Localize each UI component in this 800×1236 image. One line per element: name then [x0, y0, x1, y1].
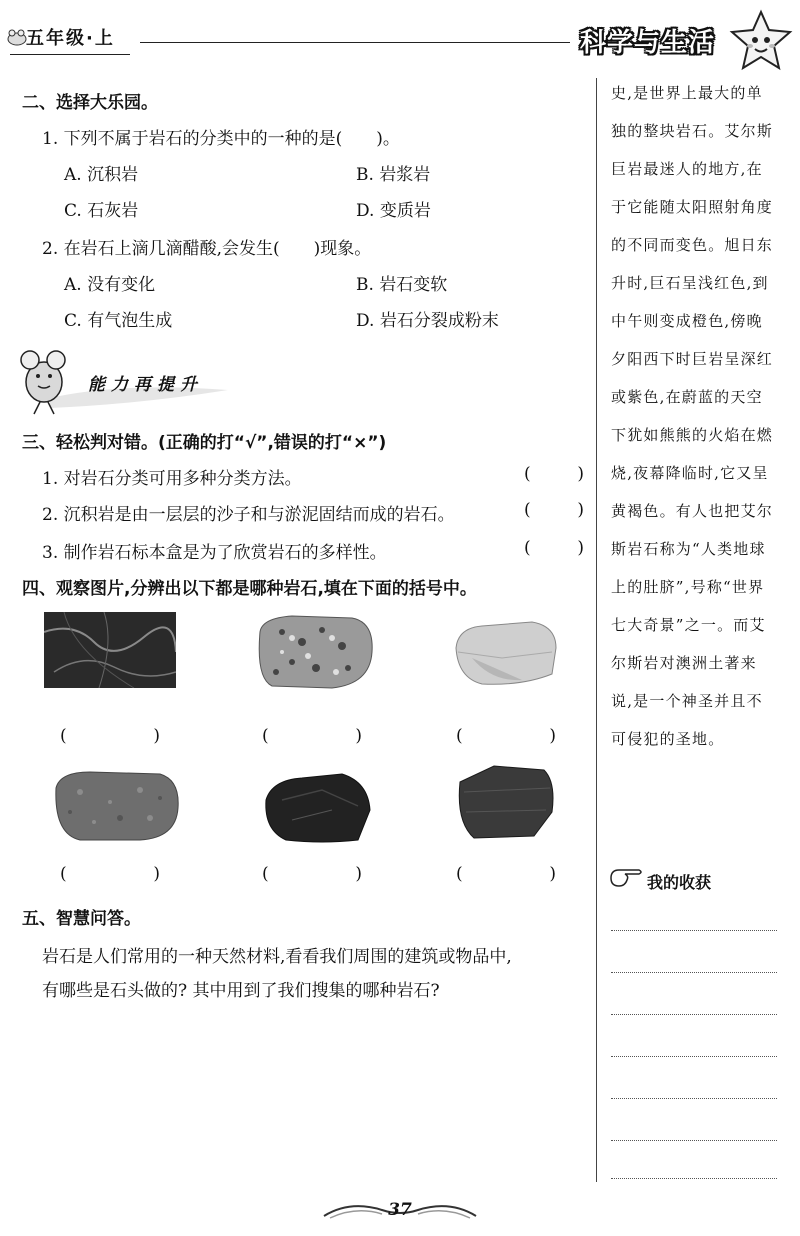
paren-open: (	[60, 726, 67, 746]
rock-answer-1[interactable]	[60, 726, 160, 746]
paren-open: (	[524, 464, 531, 484]
q1-option-a: A. 沉积岩	[64, 165, 139, 185]
shale-rock-image	[454, 762, 558, 842]
paren-close: )	[577, 538, 584, 558]
paren-open: (	[524, 500, 531, 520]
story-line: 说,是一个神圣并且不	[611, 692, 763, 710]
note-line[interactable]	[611, 1014, 777, 1015]
note-line[interactable]	[611, 1140, 777, 1141]
story-line: 的不同而变色。旭日东	[611, 236, 774, 254]
paren-close: )	[153, 726, 160, 746]
story-line: 烧,夜幕降临时,它又呈	[611, 464, 769, 482]
story-line: 升时,巨石呈浅红色,到	[611, 274, 769, 292]
header-divider-left	[10, 54, 130, 55]
story-line: 尔斯岩对澳洲土著来	[611, 654, 757, 672]
section2-heading: 二、选择大乐园。	[22, 93, 158, 113]
story-line: 黄褐色。有人也把艾尔	[611, 502, 774, 520]
paren-close: )	[153, 864, 160, 884]
rock-answer-6[interactable]	[456, 864, 556, 884]
tf-answer-1[interactable]	[524, 464, 584, 484]
tf-item-3: 3. 制作岩石标本盒是为了欣赏岩石的多样性。	[42, 543, 387, 563]
limestone-rock-image	[452, 618, 560, 688]
page-number: 37	[388, 1200, 412, 1220]
paren-close: )	[577, 500, 584, 520]
paren-open: (	[456, 726, 463, 746]
tf-answer-3[interactable]	[524, 538, 584, 558]
story-line: 斯岩石称为“人类地球	[611, 540, 766, 558]
q1-option-b: B. 岩浆岩	[356, 165, 431, 185]
story-line: 上的肚脐”,号称“世界	[611, 578, 765, 596]
story-line: 史,是世界上最大的单	[611, 84, 763, 102]
note-line[interactable]	[611, 1178, 777, 1179]
paren-close: )	[355, 726, 362, 746]
paren-close: )	[355, 864, 362, 884]
black-rock-image	[262, 770, 374, 846]
marble-rock-image	[44, 612, 176, 688]
section5-heading: 五、智慧问答。	[22, 909, 141, 929]
rock-answer-4[interactable]	[60, 864, 160, 884]
note-line[interactable]	[611, 930, 777, 931]
note-line[interactable]	[611, 1056, 777, 1057]
paren-open: (	[456, 864, 463, 884]
section5-line-2: 有哪些是石头做的? 其中用到了我们搜集的哪种岩石?	[42, 981, 440, 1001]
story-line: 可侵犯的圣地。	[611, 730, 725, 748]
section3-heading: 三、轻松判对错。(正确的打“√”,错误的打“×”)	[22, 433, 387, 453]
note-line[interactable]	[611, 972, 777, 973]
banner-title: 能力再提升	[88, 375, 203, 395]
note-line[interactable]	[611, 1098, 777, 1099]
q2-option-b: B. 岩石变软	[356, 275, 448, 295]
ability-banner	[10, 346, 230, 416]
story-line: 独的整块岩石。艾尔斯	[611, 122, 774, 140]
q1-text: 1. 下列不属于岩石的分类中的一种的是( )。	[42, 129, 400, 149]
q2-option-d: D. 岩石分裂成粉末	[356, 311, 499, 331]
header-divider	[140, 42, 570, 43]
section5-line-1: 岩石是人们常用的一种天然材料,看看我们周围的建筑或物品中,	[42, 947, 512, 967]
paren-close: )	[549, 864, 556, 884]
tf-item-1: 1. 对岩石分类可用多种分类方法。	[42, 469, 302, 489]
q2-option-c: C. 有气泡生成	[64, 311, 173, 331]
rock-answer-3[interactable]	[456, 726, 556, 746]
paren-open: (	[524, 538, 531, 558]
pointing-hand-icon	[609, 866, 645, 890]
sidebar-story	[596, 78, 792, 1182]
story-line: 七大奇景”之一。而艾	[611, 616, 766, 634]
brand-title: 科学与生活	[580, 28, 716, 58]
paren-open: (	[262, 864, 269, 884]
rock-answer-5[interactable]	[262, 864, 362, 884]
story-line: 巨岩最迷人的地方,在	[611, 160, 763, 178]
section4-heading: 四、观察图片,分辨出以下都是哪种岩石,填在下面的括号中。	[22, 579, 477, 599]
story-line: 或紫色,在蔚蓝的天空	[611, 388, 763, 406]
star-mascot-icon	[726, 8, 796, 72]
page-header	[0, 0, 800, 80]
story-line: 下犹如熊熊的火焰在燃	[611, 426, 774, 444]
q2-text: 2. 在岩石上滴几滴醋酸,会发生( )现象。	[42, 239, 372, 259]
granite-rock-image	[252, 612, 376, 692]
story-line: 中午则变成橙色,傍晚	[611, 312, 763, 330]
q2-option-a: A. 没有变化	[64, 275, 156, 295]
paren-open: (	[60, 864, 67, 884]
page-footer	[0, 1190, 800, 1230]
main-content	[0, 78, 590, 1178]
rock-answer-2[interactable]	[262, 726, 362, 746]
harvest-label: 我的收获	[647, 873, 712, 892]
q1-option-c: C. 石灰岩	[64, 201, 139, 221]
gray-rock-image	[50, 768, 182, 844]
q1-option-d: D. 变质岩	[356, 201, 431, 221]
paren-close: )	[549, 726, 556, 746]
mouse-mascot-icon	[6, 28, 28, 46]
tf-item-2: 2. 沉积岩是由一层层的沙子和与淤泥固结而成的岩石。	[42, 505, 455, 525]
paren-open: (	[262, 726, 269, 746]
paren-close: )	[577, 464, 584, 484]
grade-label: 五年级·上	[26, 28, 115, 49]
story-line: 夕阳西下时巨岩呈深红	[611, 350, 774, 368]
tf-answer-2[interactable]	[524, 500, 584, 520]
story-line: 于它能随太阳照射角度	[611, 198, 774, 216]
